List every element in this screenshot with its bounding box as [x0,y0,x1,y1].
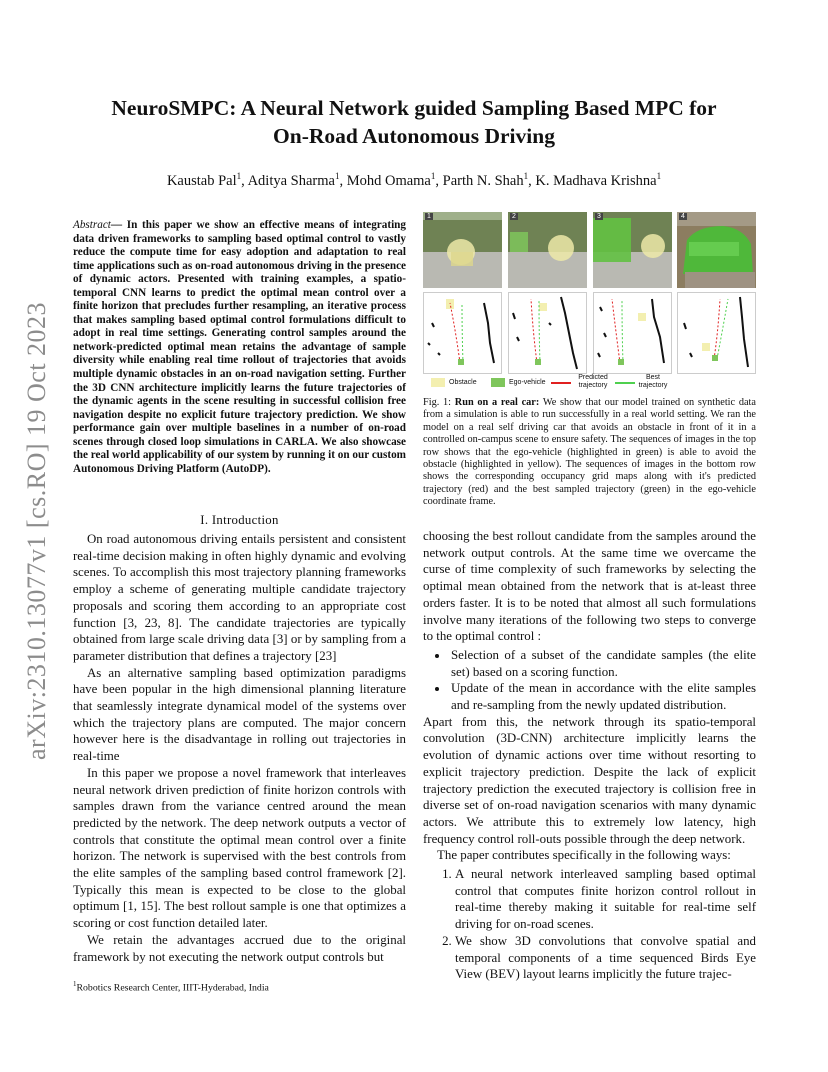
camera-photo-4 [677,212,756,288]
caption-text: We show that our model trained on synthetic data from a simulation is able to run successfully in a real world setting. We ran the model on a real self driving car that avoids an obstacle in front of it in a controlled on-campus scene to ensure safety. The sequences of images in the top row shows that the ego-vehicle (highlighted in green) is able to avoid the obstacle (highlighted in yellow). The sequences of images in the bottom row shows the corresponding occupancy grid maps along with it's predicted trajectory (red) and the best sampled trajectory (green) in the ego-vehicle coordinate frame. [423,397,756,508]
predicted-trajectory-line [551,382,571,384]
occupancy-grid-map [424,293,501,373]
author: Parth N. Shah [442,172,524,189]
paragraph: Apart from this, the network through its spatio-temporal convolution (3D-CNN) architecture implicitly learns the evolution of dynamic actions over time without resorting to explicit trajectory prediction. Despite the lack of explicit trajectory prediction the executed trajectory is collision free in diverse set of on-road navigation scenarios with many dynamic actors. We attribute this to extremely low latency, high frequency control roll-outs possible through the deep network. [423,714,756,846]
title-line-1: NeuroSMPC: A Neural Network guided Sampling Based MPC for [111,96,717,120]
panel-number: 2 [512,213,516,220]
author: Kaustab Pal [166,172,237,189]
affiliation-mark: 1 [523,171,529,181]
title-line-2: On-Road Autonomous Driving [273,124,555,148]
left-column-body [73,531,406,965]
paragraph: As an alternative sampling based optimization paradigms have been popular in the high dimensional planning literature that seamlessly integrate dynamical model of the systems over which the trajectory plans are computed. The major concern however here is the disadvantage in rolling out trajectories in real-time [73,665,406,764]
occupancy-grid-map [678,293,755,373]
legend-label-predicted-trajectory: Predicted trajectory [578,374,608,389]
occupancy-grid-3 [593,292,672,374]
road-scene-image [423,212,502,288]
affiliation-mark: 1 [236,171,242,181]
footnote-mark: 1 [73,980,77,988]
author: K. Madhava Krishna [535,172,657,189]
caption-title: Run on a real car: [454,397,540,408]
ego-vehicle-swatch [491,378,505,387]
affiliation-mark: 1 [430,171,436,181]
abstract-dash: — [110,219,127,231]
paper-title [60,94,768,150]
figure-legend [423,372,756,398]
road-scene-image [593,212,672,288]
bullet-list [423,647,756,714]
obstacle-swatch [431,378,445,387]
arxiv-side-stamp: arXiv:2310.13077v1 [cs.RO] 19 Oct 2023 [22,301,51,760]
abstract-label: Abstract [73,219,111,231]
contribution-item: 1. A neural network interleaved sampling based optimal control that computes finite horizon control rollout in real-time thereby making it suitable for real-time self driving for on-road scenes. [455,866,756,933]
figure-1 [423,212,756,392]
author-separator: , [339,172,347,189]
author-list [60,171,768,190]
road-scene-image [677,212,756,288]
footnote-text: Robotics Research Center, IIIT-Hyderabad, India [76,982,269,994]
contribution-item: 2. We show 3D convolutions that convolve spatial and temporal components of a time sequenced Birds Eye View (BEV) layout learns implicitly the future trajec- [455,933,756,983]
author-separator: , [528,172,536,189]
figure-caption [423,397,756,509]
camera-photo-3 [593,212,672,288]
paragraph: In this paper we propose a novel framework that interleaves neural network driven prediction of finite horizon controls with samples drawn from the variance centred around the mean predicted by the network. The deep network outputs a vector of controls that constitute the optimal mean control over a finite horizon. The network is supervised with the best controls from the elite samples of the sampling based control framework [2]. Typically this mean is expected to be close to the global optimum [1, 15]. The best rollout sample is one that optimizes a scoring or cost function detailed later. [73,765,406,931]
affiliation-mark: 1 [656,171,662,181]
caption-label: Fig. 1: [423,397,455,408]
road-scene-image [508,212,587,288]
footnote [73,980,406,993]
legend-label-obstacle: Obstacle [449,379,477,386]
bullet-item: • Selection of a subset of the candidate samples (the elite set) based on a scoring function. [449,647,756,680]
paragraph: We retain the advantages accrued due to the original framework by not executing the network output controls but [73,932,406,964]
occupancy-grid-map [509,293,586,373]
best-trajectory-line [615,382,635,384]
bullet-item: • Update of the mean in accordance with the elite samples and re-sampling from the newly updated distribution. [449,680,756,713]
legend-label-ego-vehicle: Ego-vehicle [509,379,546,386]
paragraph: choosing the best rollout candidate from the samples around the network output controls. At the same time we overcame the curse of time complexity of such frameworks by selecting the optimal mean obtained from the network that is at-least three orders faster. It is to be noted that almost all such formulations involve many iterations of the following two steps to converge to the optimal control : [423,529,756,644]
author: Mohd Omama [346,172,431,189]
panel-number: 1 [427,213,431,220]
occupancy-grid-2 [508,292,587,374]
occupancy-grid-4 [677,292,756,374]
affiliation-mark: 1 [334,171,340,181]
legend-label-best-trajectory: Best trajectory [638,374,668,389]
camera-photo-2 [508,212,587,288]
occupancy-grid-map [594,293,671,373]
abstract-text: In this paper we show an effective means of integrating data driven frameworks to sampling based optimal control to vastly reduce the compute time for easy adoption and adaptation to real time applications such as on-road autonomous driving in the presence of dynamic actors. Presented with training examples, a spatio-temporal CNN learns to predict the optimal mean control over a finite horizon that precludes further resampling, an iterative process that makes sampling based optimal control formulations difficult to adopt in real time settings. Generating control samples around the network-predicted optimal mean retains the advantage of sample diversity while enabling real time rollout of trajectories that avoids multiple dynamic obstacles in an on-road navigation setting. Further the 3D CNN architecture implicitly learns the future trajectories of the dynamic agents in the scene resulting in successful collision free navigation despite no explicit future trajectory prediction. We show performance gain over multiple baselines in a number of on-road scenes through closed loop simulations in CARLA. We also showcase the real world applicability of our system by running it on our custom Autonomous Driving Platform (AutoDP). [73,219,406,475]
author-separator: , [435,172,443,189]
occupancy-grid-1 [423,292,502,374]
panel-number: 4 [681,213,685,220]
abstract [73,219,406,476]
panel-number: 3 [597,213,601,220]
paragraph: On road autonomous driving entails persistent and consistent real-time decision making in often highly dynamic and evolving scenes. To accomplish this most trajectory planning frameworks employ a scheme of generating multiple candidate trajectory proposals and scoring them according to an appropriate cost function [3, 23, 8]. The candidate trajectories are typically obtained from large scale driving data [3] or by sampling from a parameter distribution that defines a trajectory [23] [73,532,406,663]
paragraph: The paper contributes specifically in the following ways: [437,848,731,863]
contribution-list [423,866,756,983]
author-separator: , [241,172,248,189]
section-heading-introduction: I. Introduction [200,513,279,527]
camera-photo-1 [423,212,502,288]
right-column-body [423,528,756,983]
author: Aditya Sharma [247,172,335,189]
